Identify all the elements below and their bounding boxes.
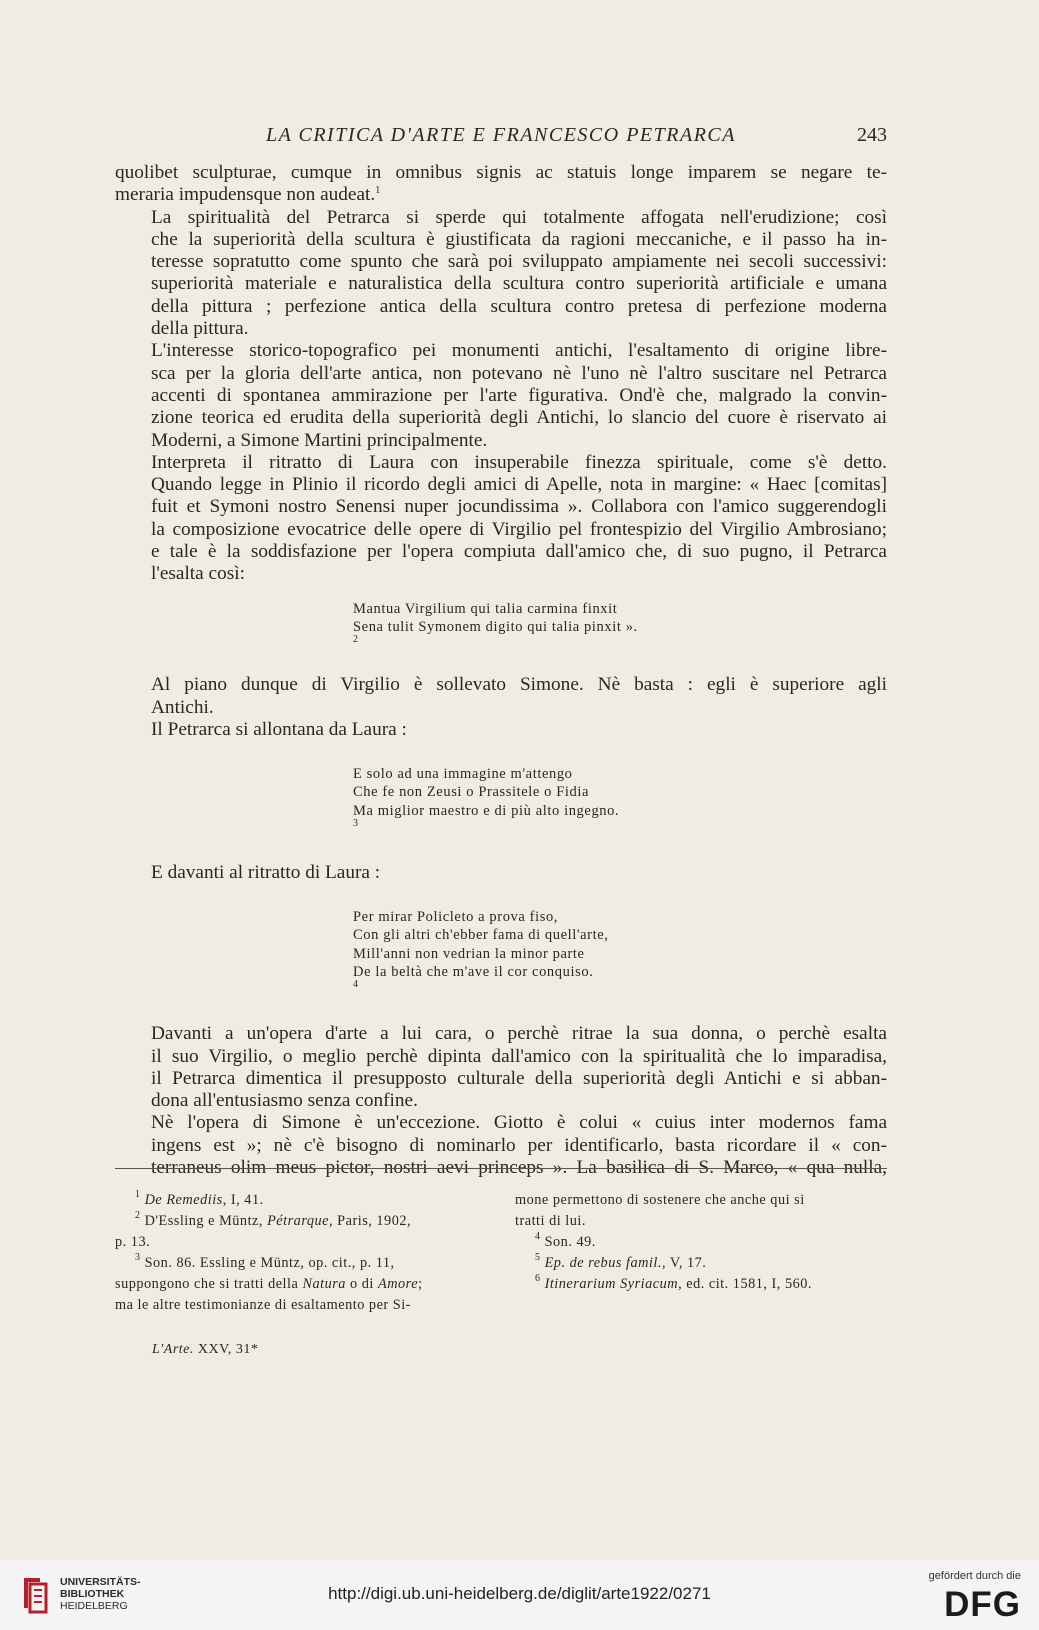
- text-line: accenti di spontanea ammirazione per l'arte figurativa. Ond'è che, malgrado la convin-: [151, 384, 887, 406]
- verse-line: Che fe non Zeusi o Prassitele o Fidia: [353, 784, 590, 801]
- printer-signature: L'Arte. XXV, 31*: [152, 1342, 259, 1357]
- footnote-5: $^5$ Ep. de rebus famil., V, 17.: [535, 1252, 707, 1271]
- text-line: superiorità materiale e naturalistica della scultura contro superiorità artificiale e umana: [151, 273, 887, 295]
- text-line: La spiritualità del Petrarca si sperde qui totalmente affogata nell'erudizione; così: [151, 206, 887, 228]
- footnote-6: $^6$ Itinerarium Syriacum, ed. cit. 1581, I, 560.: [535, 1273, 812, 1292]
- text-line: il suo Virgilio, o meglio perchè dipinta dall'amico con la spiritualità che lo imparadisa,: [151, 1045, 887, 1067]
- footnote-column-right: [515, 1190, 887, 1295]
- footnote-ref: 4: [353, 979, 359, 991]
- text-line: Moderni, a Simone Martini principalmente.: [151, 429, 488, 451]
- digitization-footer: [0, 1560, 1039, 1630]
- verse-quote-1: [115, 600, 887, 655]
- dfg-logo: DFG: [944, 1585, 1021, 1624]
- library-name: UNIVERSITÄTS- BIBLIOTHEK HEIDELBERG: [60, 1576, 141, 1612]
- text-line: Interpreta il ritratto di Laura con insuperabile finezza spirituale, come s'è detto.: [151, 451, 887, 473]
- text-line: e tale è la soddisfazione per l'opera compiuta dall'amico che, di suo pugno, il Petrarca: [151, 541, 887, 563]
- verse-line: De la beltà che m'ave il cor conquiso. $^4$: [353, 963, 594, 991]
- text-line: Antichi.: [151, 696, 214, 718]
- verse-line: Mantua Virgilium qui talia carmina finxit: [353, 600, 618, 617]
- footnote-3-cont: mone permettono di sostenere che anche qui si: [515, 1192, 805, 1208]
- footnote-1: $^1$ De Remediis, I, 41.: [135, 1189, 264, 1208]
- paragraph-8: [115, 1023, 887, 1112]
- text-line: Il Petrarca si allontana da Laura :: [151, 718, 407, 740]
- footnote-3-cont: ma le altre testimonianze di esaltamento per Si-: [115, 1297, 411, 1313]
- verse-line: E solo ad una immagine m'attengo: [353, 766, 573, 783]
- verse-quote-2: [115, 765, 887, 838]
- text-line: della pittura ; perfezione antica della scultura contro pretesa di perfezione moderna: [151, 295, 887, 317]
- footnote-ref: 1: [375, 185, 381, 197]
- paragraph-1: [115, 162, 887, 207]
- text-line: della pittura.: [151, 318, 249, 340]
- funding-label: gefördert durch die: [928, 1570, 1021, 1582]
- text-line: Nè l'opera di Simone è un'eccezione. Giotto è colui « cuius inter modernos fama: [151, 1112, 887, 1134]
- text-line: l'esalta così:: [151, 563, 245, 585]
- text-line: dona all'entusiasmo senza confine.: [151, 1090, 418, 1112]
- text-line: terraneus olim meus pictor, nostri aevi princeps ». La basilica di S. Marco, « qua nulla,: [151, 1157, 887, 1179]
- footnote-column-left: [115, 1190, 497, 1316]
- footnote-3-cont: suppongono che si tratti della Natura o di Amore;: [115, 1276, 423, 1292]
- paragraph-2: [115, 207, 887, 341]
- footnote-2-cont: p. 13.: [115, 1234, 151, 1250]
- text-line: quolibet sculpturae, cumque in omnibus signis ac statuis longe imparem se negare te-: [115, 162, 887, 183]
- footnote-divider: [115, 1168, 887, 1169]
- text-line: Al piano dunque di Virgilio è sollevato Simone. Nè basta : egli è superiore agli: [151, 674, 887, 696]
- source-url-link[interactable]: http://digi.ub.uni-heidelberg.de/diglit/arte1922/0271: [328, 1584, 711, 1603]
- footnote-4: $^4$ Son. 49.: [535, 1231, 596, 1250]
- verse-line: Sena tulit Symonem digito qui talia pinxit ». $^2$: [353, 618, 638, 646]
- main-text: [115, 162, 887, 1179]
- paragraph-5: [115, 674, 887, 719]
- text-line: teresse sopratutto come spunto che sarà poi sviluppato ampiamente nei secoli successivi:: [151, 251, 887, 273]
- paragraph-7: [115, 862, 887, 884]
- paragraph-3: [115, 340, 887, 451]
- footnote-ref: 3: [353, 817, 359, 829]
- page-header: [115, 122, 887, 152]
- footnote-3-cont: tratti di lui.: [515, 1213, 586, 1229]
- text-line: Davanti a un'opera d'arte a lui cara, o perchè ritrae la sua donna, o perchè esalta: [151, 1023, 887, 1045]
- running-title: LA CRITICA D'ARTE E FRANCESCO PETRARCA: [266, 124, 736, 146]
- text-line: il Petrarca dimentica il presupposto culturale della superiorità degli Antichi e si abban-: [151, 1067, 887, 1089]
- verse-line: Con gli altri ch'ebber fama di quell'arte,: [353, 927, 609, 944]
- page-number: 243: [857, 124, 887, 146]
- text-line: E davanti al ritratto di Laura :: [151, 861, 381, 883]
- verse-line: Per mirar Policleto a prova fiso,: [353, 909, 559, 926]
- verse-quote-3: [115, 908, 887, 999]
- paragraph-4: [115, 452, 887, 586]
- text-line: Quando legge in Plinio il ricordo degli amici di Apelle, nota in margine: « Haec [comitas]: [151, 474, 887, 496]
- verse-line: Mill'anni non vedrian la minor parte: [353, 945, 585, 962]
- footnote-3: $^3$ Son. 86. Essling e Müntz, op. cit., p. 11,: [135, 1252, 395, 1271]
- text-line: sca per la gloria dell'arte antica, non potevano nè l'uno nè l'altro suscitare nel Petrarca: [151, 362, 887, 384]
- verse-line: Ma miglior maestro e di più alto ingegno. $^3$: [353, 802, 620, 829]
- text-line: zione teorica ed erudita della superiorità degli Antichi, lo slancio del cuore è riservato ai: [151, 407, 887, 429]
- paragraph-9: [115, 1112, 887, 1179]
- text-line: meraria impudensque non audeat.$^1$: [115, 184, 381, 206]
- text-line: che la superiorità della scultura è giustificata da ragioni meccaniche, e il passo ha in-: [151, 228, 887, 250]
- text-line: ingens est »; nè c'è bisogno di nominarlo per identificarlo, basta ricordare il « con-: [151, 1134, 887, 1156]
- paragraph-6: [115, 719, 887, 741]
- footnote-ref: 2: [353, 634, 359, 646]
- footnote-2: $^2$ D'Essling e Müntz, Pétrarque, Paris, 1902,: [135, 1210, 412, 1229]
- text-line: la composizione evocatrice delle opere di Virgilio pel frontespizio del Virgilio Ambrosiano;: [151, 518, 887, 540]
- text-line: fuit et Symoni nostro Senensi nuper jocundissima ». Collabora con l'amico suggerendogli: [151, 496, 887, 518]
- text-line: L'interesse storico-topografico pei monumenti antichi, l'esaltamento di origine libre-: [151, 340, 887, 362]
